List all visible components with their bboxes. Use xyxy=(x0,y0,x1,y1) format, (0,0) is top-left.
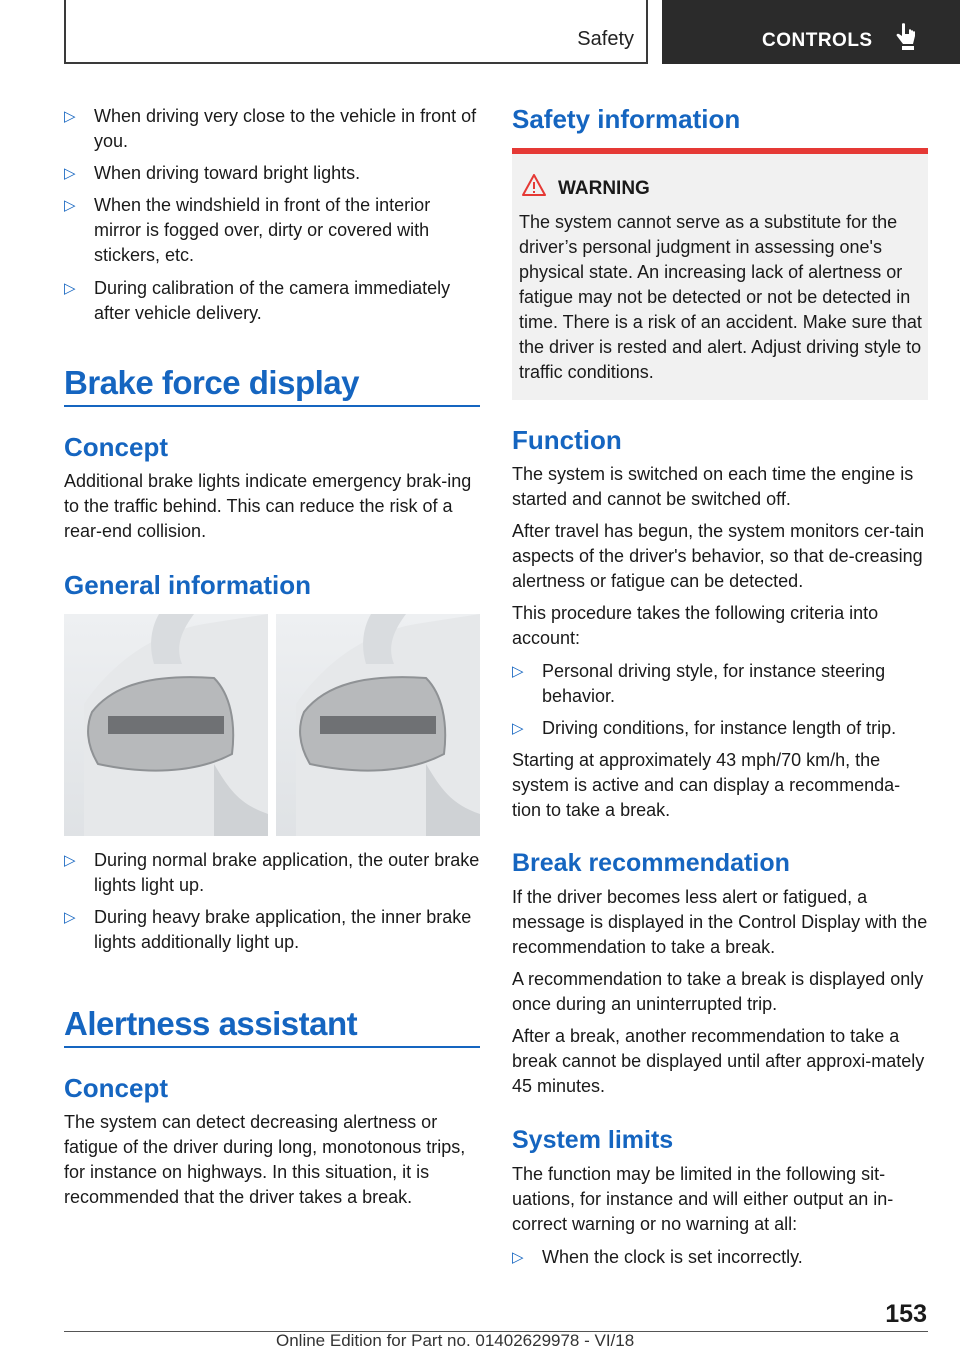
title-rule xyxy=(64,405,480,407)
triangle-bullet-icon: ▷ xyxy=(512,720,524,737)
list-item xyxy=(512,716,928,741)
list-item-text: Driving conditions, for instance length of trip. xyxy=(542,718,897,738)
triangle-bullet-icon: ▷ xyxy=(64,280,76,297)
list-item-text: When driving very close to the vehicle in front of you. xyxy=(94,106,477,151)
triangle-bullet-icon: ▷ xyxy=(64,852,76,869)
alertness-assistant-title: Alertness assistant xyxy=(64,1005,358,1042)
list-item-text: During calibration of the camera immediately after vehicle delivery. xyxy=(94,278,451,323)
triangle-bullet-icon: ▷ xyxy=(64,108,76,125)
warning-label: WARNING xyxy=(558,178,650,199)
list-item xyxy=(64,193,480,268)
list-item xyxy=(64,161,480,186)
function-paragraph: Starting at approximately 43 mph/70 km/h, the system is active and can display a recommenda-tion to take a break. xyxy=(512,750,901,820)
list-item xyxy=(512,1245,928,1270)
function-paragraph: After travel has begun, the system monitors cer-tain aspects of the driver's behavior, so that de-creasing alertness or fatigue can be detected. xyxy=(512,521,925,591)
header-chapter-label: CONTROLS xyxy=(762,30,873,51)
triangle-bullet-icon: ▷ xyxy=(64,165,76,182)
alertness-concept-text: The system can detect decreasing alertness or fatigue of the driver during long, monotonous trips, for instance on highways. In this situation, it is recommended that the driver takes a break. xyxy=(64,1112,466,1207)
limits-paragraph: The function may be limited in the following sit-uations, for instance and will either output an in-correct warning or no warning at all: xyxy=(512,1164,894,1234)
break-paragraph: After a break, another recommendation to take a break cannot be displayed until after approxi-mately 45 minutes. xyxy=(512,1026,925,1096)
page-number: 153 xyxy=(885,1300,927,1328)
system-limits-heading: System limits xyxy=(512,1126,674,1154)
list-item-text: During normal brake application, the outer brake lights light up. xyxy=(94,850,480,895)
triangle-bullet-icon: ▷ xyxy=(512,1249,524,1266)
list-item xyxy=(64,905,480,955)
break-paragraph: If the driver becomes less alert or fatigued, a message is displayed in the Control Display with the recommendation to take a break. xyxy=(512,887,928,957)
alertness-concept-heading: Concept xyxy=(64,1073,168,1103)
function-heading: Function xyxy=(512,425,622,455)
break-recommendation-heading: Break recommendation xyxy=(512,849,790,877)
header-chapter-box xyxy=(662,0,960,64)
list-item xyxy=(512,659,928,709)
list-item xyxy=(64,848,480,898)
list-item-text: Personal driving style, for instance steering behavior. xyxy=(542,661,886,706)
warning-box xyxy=(512,148,928,400)
general-information-heading: General information xyxy=(64,570,312,600)
function-paragraph: This procedure takes the following criteria into account: xyxy=(512,603,879,648)
brake-lights-illustration xyxy=(64,614,480,836)
title-rule xyxy=(64,1046,480,1048)
brake-concept-heading: Concept xyxy=(64,432,168,462)
triangle-bullet-icon: ▷ xyxy=(512,663,524,680)
triangle-bullet-icon: ▷ xyxy=(64,909,76,926)
list-item-text: During heavy brake application, the inner brake lights additionally light up. xyxy=(94,907,472,952)
hand-pointer-icon xyxy=(894,22,918,52)
brake-concept-text: Additional brake lights indicate emergency brak-ing to the traffic behind. This can reduce the risk of a rear-end collision. xyxy=(64,471,472,541)
warning-text: The system cannot serve as a substitute for the driver’s personal judgment in assessing one's physical state. An increasing lack of alertness or fatigue may not be detected or not be detected in time. There is a risk of an accident. Make sure that the driver is rested and alert. Adjust driving style to traffic conditions. xyxy=(519,212,922,382)
list-item-text: When the windshield in front of the interior mirror is fogged over, dirty or covered with stickers, etc. xyxy=(94,195,431,265)
function-paragraph: The system is switched on each time the engine is started and cannot be switched off. xyxy=(512,464,914,509)
list-item-text: When driving toward bright lights. xyxy=(94,163,361,183)
safety-information-heading: Safety information xyxy=(512,104,741,134)
triangle-bullet-icon: ▷ xyxy=(64,197,76,214)
brake-force-title: Brake force display xyxy=(64,364,359,401)
header-section-box xyxy=(64,0,648,64)
header-section-label: Safety xyxy=(577,28,634,50)
break-paragraph: A recommendation to take a break is displayed only once during an uninterrupted trip. xyxy=(512,969,924,1014)
list-item xyxy=(64,276,480,326)
warning-triangle-icon xyxy=(522,174,546,196)
edition-line: Online Edition for Part no. 01402629978 - VI/18 xyxy=(276,1331,635,1350)
list-item-text: When the clock is set incorrectly. xyxy=(542,1247,803,1267)
list-item xyxy=(64,104,480,154)
